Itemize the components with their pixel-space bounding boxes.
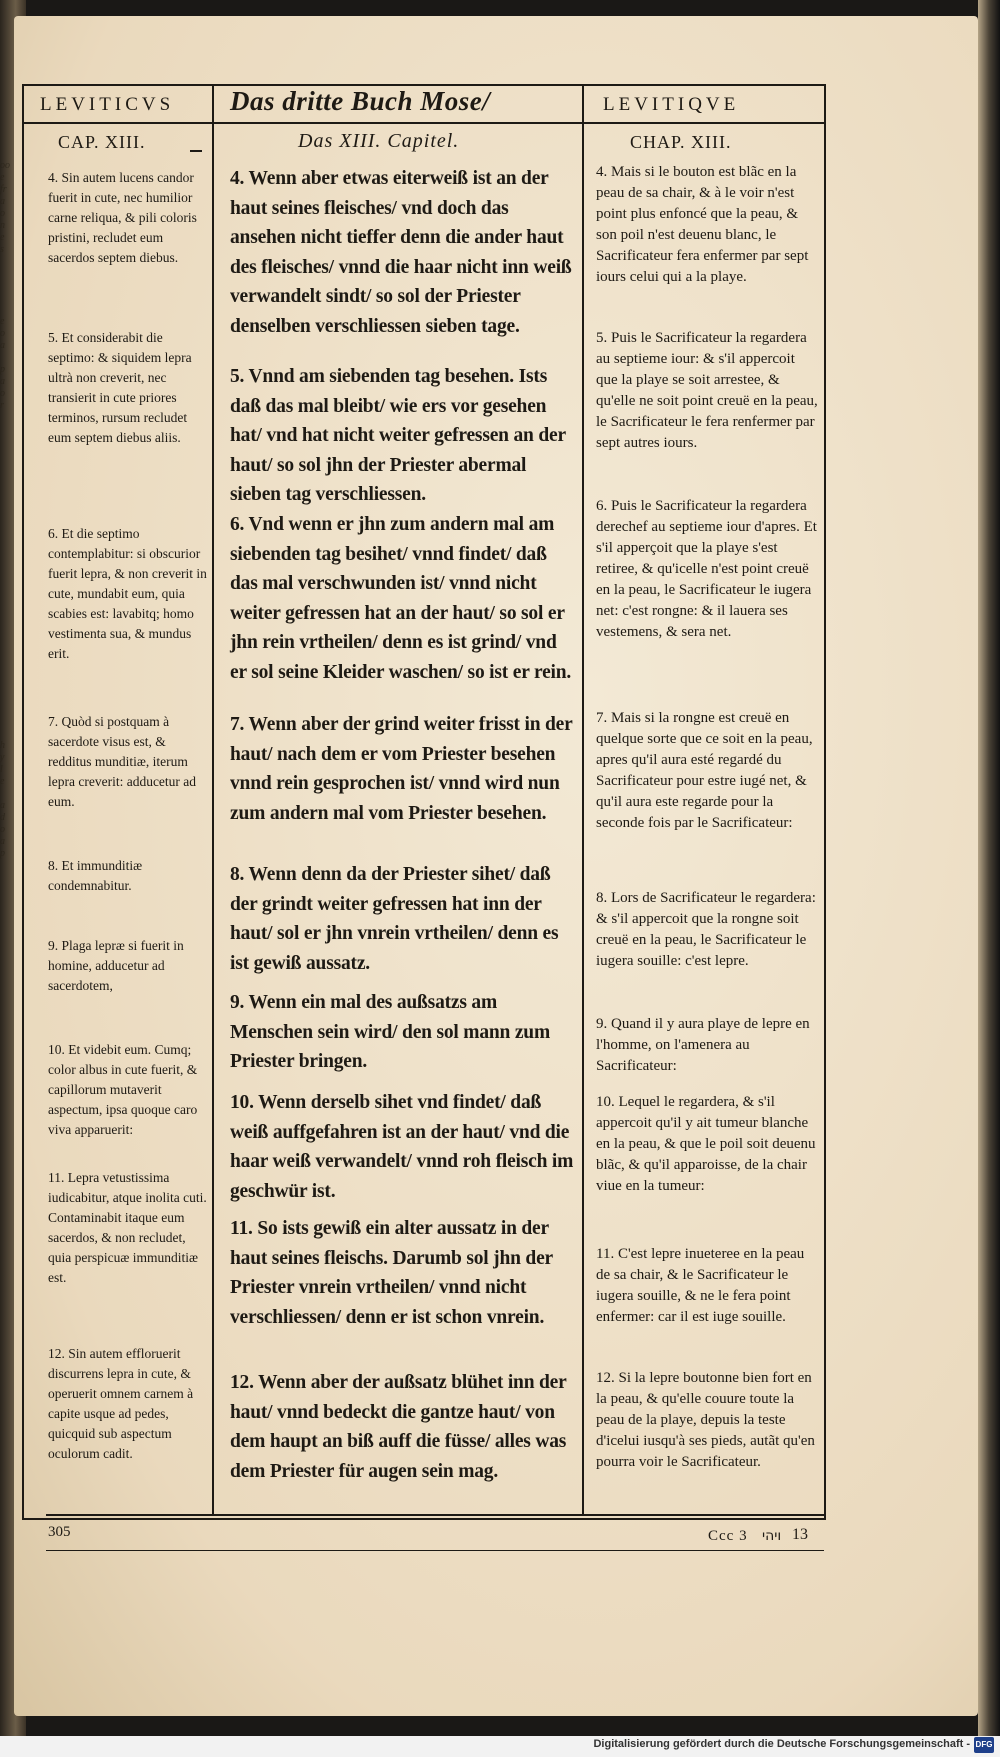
running-head-latin: LEVITICVS xyxy=(40,94,175,115)
chapter-heading-german: Das XIII. Capitel. xyxy=(298,130,460,152)
german-verse-11: 11. So ists gewiß ein alter aussatz in der haut seines fleischs. Darumb sol jhn der Priester vnrein vrtheilen/ vnnd nicht verschliessen/ denn er ist schon vnrein. xyxy=(230,1218,553,1328)
french-verse-12: 12. Si la lepre boutonne bien fort en la peau, & qu'elle couure toute la peau de la playe, depuis la teste d'icelui iusqu'à ses pieds, autãt qu'en pourra voir le Sacrificateur. xyxy=(596,1370,815,1470)
latin-verse-8: 8. Et immunditiæ condemnabitur. xyxy=(48,858,143,893)
footer-rule xyxy=(46,1550,824,1551)
chapter-heading-french: CHAP. XIII. xyxy=(630,132,732,152)
latin-verse-5: 5. Et considerabit die septimo: & siquidem lepra ultrà non creverit, nec transierit in cute priores terminos, rursum recludet eum septem diebus aliis. xyxy=(48,330,192,445)
french-verse-9: 9. Quand il y aura playe de lepre en l'homme, on l'amenera au Sacrificateur: xyxy=(596,1016,810,1074)
latin-verse-12: 12. Sin autem effloruerit discurrens lepra in cute, & operuerit omnem carnem à capite usque ad pedes, quicquid sub aspectum oculorum cadit. xyxy=(48,1346,194,1461)
column-rule-right xyxy=(582,84,584,1516)
catchword-hebrew: ויהי xyxy=(762,1528,782,1544)
french-verse-7: 7. Mais si la rongne est creuë en quelque sorte que ce soit en la peau, apres qu'il aura esté regardé du Sacrificateur pour estre iugé net, & qu'il aura este regarde pour la seconde fois par le Sacrificateur: xyxy=(596,710,813,831)
french-verse-6: 6. Puis le Sacrificateur la regardera derechef au septieme iour d'apres. Et s'il apperçoit que la playe s'est retiree, & qu'icelle n'est point creuë en la peau, le Sacrificateur le iugera net: c'est rongne: & il lauera ses vestemens, & sera net. xyxy=(596,498,817,640)
running-head-german: Das dritte Buch Mose/ xyxy=(230,86,491,116)
french-verse-11: 11. C'est lepre inueteree en la peau de sa chair, & le Sacrificateur le iugera souille, & ne le fera point enfermer: car il est iuge souille. xyxy=(596,1246,805,1325)
page-edge xyxy=(978,0,1000,1757)
german-verse-5: 5. Vnnd am siebenden tag besehen. Ists daß das mal bleibt/ wie ers vor gesehen hat/ vnd hat nicht weiter gefressen an der haut/ so sol jhn der Priester abermal sieben tag verschliessen. xyxy=(230,366,566,505)
latin-verse-4: 4. Sin autem lucens candor fuerit in cute, nec humilior carne reliqua, & pili coloris pristini, recludet eum sacerdos septem diebus. xyxy=(48,170,197,265)
german-verse-7: 7. Wenn aber der grind weiter frisst in der haut/ nach dem er vom Priester besehen vnnd rein gesprochen ist/ vnnd wird nun zum andern mal vom Priester besehen. xyxy=(230,714,573,824)
folio-number: 305 xyxy=(48,1524,71,1540)
german-verse-10: 10. Wenn derselb sihet vnd findet/ daß weiß auffgefahren ist an der haut/ vnd die haar weiß verwandelt/ vnnd roh fleisch im geschwür ist. xyxy=(230,1092,574,1202)
french-verse-10: 10. Lequel le regardera, & s'il appercoit qu'il y ait tumeur blanche en la peau, & que le poil soit deuenu blãc, & qu'il apparoisse, de la chair viue en la tumeur: xyxy=(596,1094,816,1194)
signature-mark: Ccc 3 xyxy=(708,1528,748,1544)
german-verse-9: 9. Wenn ein mal des außsatzs am Menschen sein wird/ den sol mann zum Priester bringen. xyxy=(230,992,550,1072)
latin-verse-7: 7. Quòd si postquam à sacerdote visus est, & redditus munditiæ, iterum lepra creverit: adducetur ad eum. xyxy=(48,714,197,809)
dfg-logo: DFG xyxy=(974,1737,994,1753)
latin-verse-11: 11. Lepra vetustissima iudicabitur, atque inolita cuti. Contaminabit itaque eum sacerdos, & non recludet, quia perspicuæ immunditiæ est. xyxy=(48,1170,207,1285)
latin-verse-6: 6. Et die septimo contemplabitur: si obscurior fuerit lepra, & non creverit in cute, mundabit eum, quia scabies est: lavabitq; homo vestimenta sua, & mundus erit. xyxy=(48,526,207,661)
german-verse-6: 6. Vnd wenn er jhn zum andern mal am siebenden tag besihet/ vnnd findet/ daß das mal verschwunden ist/ vnnd nicht weiter gefressen hat an der haut/ so sol er jhn rein vrtheilen/ denn es ist grind/ vnd er sol seine Kleider waschen/ so ist er rein. xyxy=(230,514,572,683)
facing-page-margin: oo e fr a o n e s e o a p a o r xyxy=(0,160,10,411)
running-head-french: LEVITIQVE xyxy=(603,94,740,115)
latin-verse-9: 9. Plaga lepræ si fuerit in homine, adducetur ad sacerdotem, xyxy=(48,938,184,993)
facing-page-margin-lower: h y l e a d o a p xyxy=(0,740,5,859)
german-verse-8: 8. Wenn denn da der Priester sihet/ daß der grindt weiter gefressen hat inn der haut/ sol er jhn vnrein vrtheilen/ denn es ist gewiß aussatz. xyxy=(230,864,559,974)
latin-verse-10: 10. Et videbit eum. Cumq; color albus in cute fuerit, & capillorum mutaverit aspectum, ipsa quoque caro viva apparuerit: xyxy=(48,1042,198,1137)
bottom-rule xyxy=(46,1514,824,1516)
chapter-heading-latin: CAP. XIII. xyxy=(58,132,146,152)
french-verse-4: 4. Mais si le bouton est blãc en la peau de sa chair, & à le voir n'est point plus enfoncé que la peau, & son poil n'est deuenu blanc, le Sacrificateur fera enfermer par sept iours celui qui a la playe. xyxy=(596,164,809,285)
german-verse-12: 12. Wenn aber der außsatz blühet inn der haut/ vnnd bedeckt die gantze haut/ von dem haupt an biß auff die füsse/ alles was dem Priester für augen sein mag. xyxy=(230,1372,567,1482)
header-rule xyxy=(22,122,824,124)
chapter-dash xyxy=(190,150,202,152)
french-verse-5: 5. Puis le Sacrificateur la regardera au septieme iour: & s'il appercoit que la playe se soit arrestee, & qu'elle ne soit point creuë en la peau, le Sacrificateur le fera renfermer par sept autres iours. xyxy=(596,330,818,451)
german-verse-4: 4. Wenn aber etwas eiterweiß ist an der haut seines fleisches/ vnd doch das ansehen nicht tieffer denn die ander haut des fleisches/ vnnd die haar nicht inn weiß verwandelt sindt/ so sol der Priester denselben verschliessen sieben tage. xyxy=(230,168,572,337)
french-verse-8: 8. Lors de Sacrificateur le regardera: & s'il appercoit que la rongne soit creuë en la peau, le Sacrificateur le iugera souille: c'est lepre. xyxy=(596,890,816,969)
digitization-credit: Digitalisierung gefördert durch die Deutsche Forschungsgemeinschaft - xyxy=(593,1738,970,1750)
page-number: 13 xyxy=(792,1526,808,1543)
column-rule-left xyxy=(212,84,214,1516)
